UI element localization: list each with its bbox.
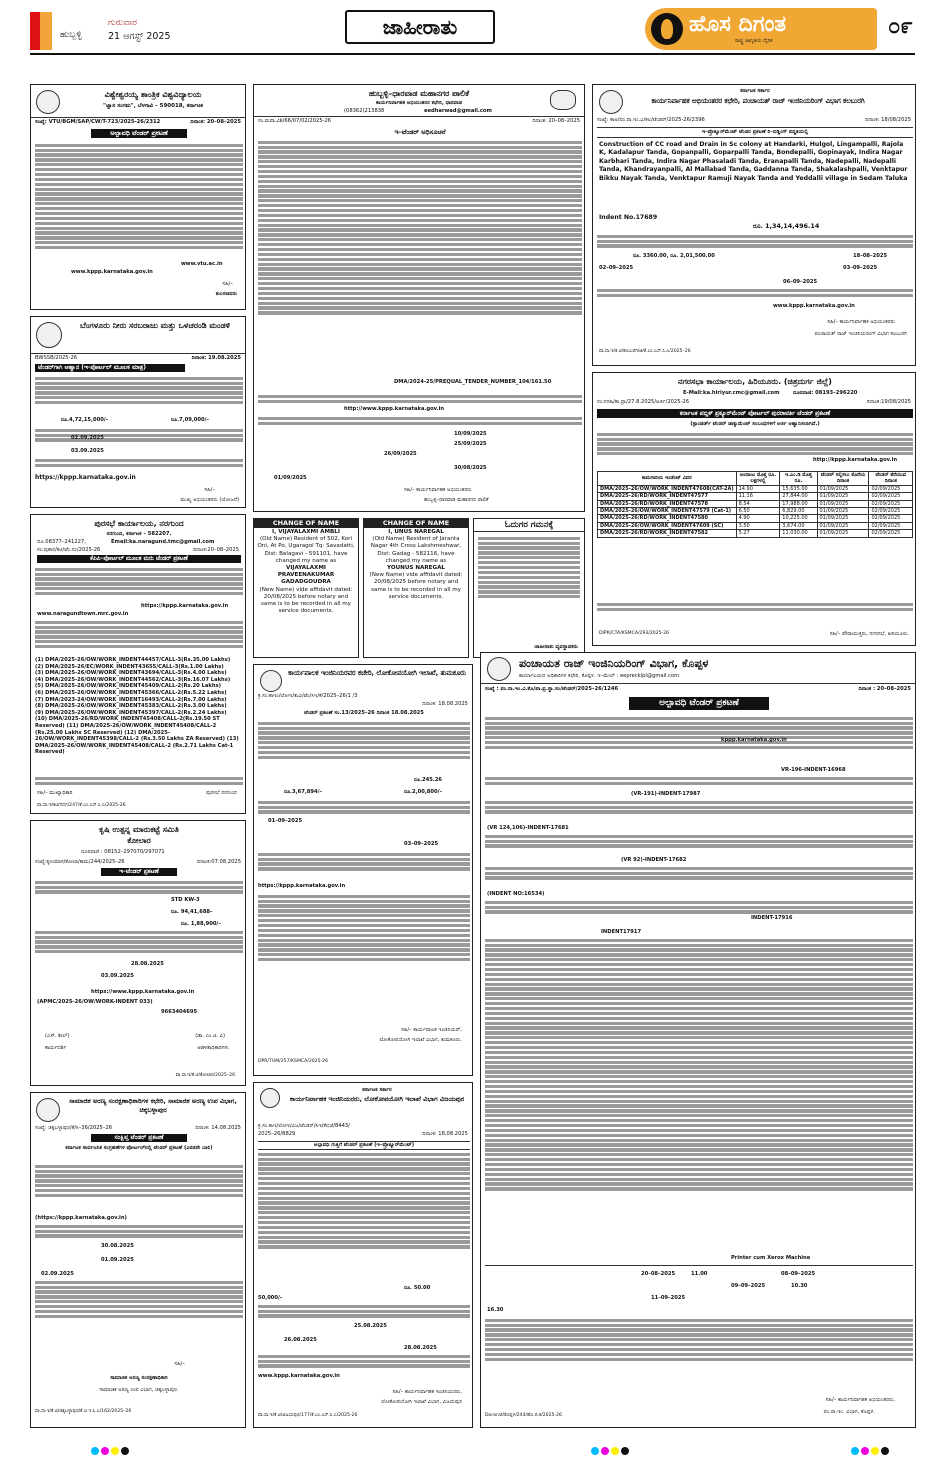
naragund-sign: ಸಹಿ/– ಮುಖ್ಯಾಧಿಕಾರಿ	[37, 790, 73, 796]
list-item: (7) DMA/2023-24/OW/WORK_INDENT16493/CALL-2(Rs.7.00 Lakhs)	[35, 696, 227, 703]
koppal-date1: 20–08–2025	[641, 1271, 676, 1277]
hubli-subtitle: ಕಾರ್ಯನಿರ್ವಾಹಕ ಅಭಿಯಂತರರ ಕಛೇರಿ, ಧಾರವಾಡ	[375, 100, 462, 106]
koppal-printer: Printer cum Xerox Machine	[731, 1255, 811, 1261]
kal-amount: ರೂ. 1,34,14,496.14	[753, 222, 820, 230]
kal-date4: 06–09–2025	[783, 279, 818, 285]
naragund-notice: ಕೆಪಿಪಿ–ಪೋರ್ಟಲ್ ಮೂಲಕ ಮರು ಟೆಂಡರ್ ಪ್ರಕಟಣೆ	[37, 555, 241, 563]
hubli-d5: 01/09/2025	[274, 475, 307, 481]
reader-tail: ಜಾಹೀರಾತು ವ್ಯವಸ್ಥಾಪಕರು	[534, 644, 578, 651]
hiriyur-phone: ದೂರವಾಣಿ: 08193–296220	[793, 390, 858, 396]
bwssb-logo-icon	[36, 322, 62, 348]
koppal-footer: Dorarat/ಕೊಪ್ಪಳ/244/ಹೊ.ದಿ.ಕ/2025-26	[485, 1413, 562, 1418]
tumkur-title: ಕಾರ್ಯಪಾಲಕ ಇಂಜಿನಿಯರವರ ಕಚೇರಿ, ಲೋಕೋಪಯೋಗಿ ಇಲಾಖೆ, ತುಮಕೂರು	[288, 669, 466, 677]
naragund-phone: ದೂ.08377–241227,	[37, 539, 86, 545]
list-item: (5) DMA/2025-26/OW/WORK_INDENT45409/CALL-2(Rs.20 Lakhs)	[35, 683, 222, 690]
registration-marks-center	[590, 1440, 630, 1459]
koppal-work4: (VR 92)-INDENT-17682	[621, 857, 687, 863]
page-number: ೦೯	[888, 14, 913, 39]
registration-marks-right	[850, 1440, 890, 1459]
kolar-ad	[30, 820, 246, 1086]
tumkur-ad	[253, 664, 473, 1076]
vtu-ref-date: ದಿನಾಂಕ: 20–08–2025	[190, 119, 241, 125]
kal-indent: Indent No.17689	[599, 214, 658, 221]
kal-head: ಕರ್ನಾಟಕ ಸರ್ಕಾರ	[740, 88, 770, 94]
reader-notice	[473, 518, 585, 658]
kolar-amount: ರೂ. 94,41,688–	[171, 909, 213, 915]
table-cell: 01/09/2025	[817, 530, 869, 537]
koppal-time2: 10.30	[791, 1283, 808, 1289]
kolar-phone: ದೂರವಾಣಿ : 08152–297070/297071	[81, 849, 165, 855]
bwssb-notice: ಟೆಂಡರ್‌ಗಾಗಿ ಆಹ್ವಾನ (ಇ-ಪೋರ್ಟಲ್ ಮೂಲಕ ಮಾತ್ರ)	[35, 364, 185, 372]
table-cell: DMA/2025-26/RD/WORK_INDENT47580	[598, 515, 737, 522]
table-cell: 14.90	[736, 485, 780, 492]
kolar-date1: 28.08.2025	[131, 961, 164, 967]
koppal-body	[485, 715, 913, 751]
bwssb-date2: 03.09.2025	[71, 448, 104, 454]
tumkur-amount2: ರೂ.3,67,894/–	[284, 789, 323, 795]
koppal-notice: ಅಲ್ಪಾವಧಿ ಟೆಂಡರ್ ಪ್ರಕಟಣೆ	[629, 697, 769, 710]
paper-name: ಹೊಸ ದಿಗಂತ	[689, 12, 787, 37]
kolar-date2: 03.09.2025	[101, 973, 134, 979]
table-cell: 17,988.00	[780, 500, 817, 507]
coc1-heading: CHANGE OF NAME	[254, 519, 358, 528]
hiriyur-email: E-Mail:ka.hiriyur.cmc@gmail.com	[683, 390, 780, 396]
tumkur-footer: DPR/TUM/257/KSMCA/2025-26	[258, 1059, 329, 1064]
state-emblem-icon	[260, 670, 282, 692]
state-emblem-icon	[260, 1088, 280, 1108]
tumkur-ref-date: ದಿನಾಂಕ: 18.08.2025	[422, 701, 468, 707]
kolar-sign1: (ಎಸ್. ಶೀಲ್)	[45, 1033, 70, 1039]
kolar-portal[interactable]: https://www.kppp.karnataka.gov.in	[91, 989, 195, 995]
vij-amount1: ರೂ. 50.00	[404, 1285, 431, 1291]
table-cell: 02/09/2025	[869, 522, 913, 529]
vij-ref-date: ದಿನಾಂಕ: 18.08.2025	[422, 1131, 468, 1137]
vtu-portal[interactable]: www.kppp.karnataka.gov.in	[71, 269, 153, 275]
hiriyur-table	[597, 471, 913, 538]
bwssb-ad	[30, 316, 246, 508]
masthead-date: 21 ಆಗಸ್ಟ್ 2025	[108, 31, 171, 42]
masthead	[0, 0, 945, 56]
kolar-amount2: ರೂ. 1,88,900/–	[181, 921, 221, 927]
hiriyur-subnotice: (ಸ್ಟಾಂಡರ್ಡ್ ಟೆಂಡರ್ ಡಾಕ್ಯುಮೆಂಟ್ ಸಂಬಂಧಗಳಿಗೆ ಅರ್ಜಿ ಆಹ್ವಾನಿಸಲಾಗಿದೆ.)	[690, 421, 820, 427]
vij-footer: ವಾ.ಸಾ.ಇ/ಕೆ.ಟಿ/ವಿಜಯಪುರ/177/ಕೆ.ಎಂ.ಎಸ್.ಸಿ.ಎ/2025-26	[258, 1413, 358, 1418]
vijayapura-ad	[253, 1082, 473, 1428]
kolar-title: ಕೃಷಿ ಉತ್ಪನ್ನ ಮಾರುಕಟ್ಟೆ ಸಮಿತಿ	[99, 825, 179, 834]
vtu-sign: ಸಹಿ/–	[222, 281, 233, 287]
koppal-work3: (VR 124,106)-INDENT-17681	[487, 825, 569, 831]
naragund-signatory: ಪುರಸಭೆ ನರಗುಂದ	[206, 790, 237, 796]
table-row	[598, 515, 913, 522]
koppal-sign: ಸಹಿ/– ಕಾರ್ಯನಿರ್ವಾಹಕ ಅಭಿಯಂತರರು,	[825, 1397, 895, 1403]
table-header: ಇ.ಎಂ.ಡಿ ಮೊತ್ತ ರೂ.	[780, 472, 817, 486]
chik-body	[35, 1163, 243, 1199]
koppal-date4: 11–09–2025	[651, 1295, 686, 1301]
kolar-notice: ಇ–ಟೆಂಡರ್ ಪ್ರಕಟಣೆ	[101, 868, 177, 876]
hubli-ad	[253, 84, 585, 512]
change-of-name-1	[253, 518, 359, 658]
hubli-ref-date: ದಿನಾಂಕ: 20–08–2025	[532, 118, 580, 124]
vij-body	[258, 1151, 470, 1250]
kal-ref-date: ದಿನಾಂಕ: 18/08/2025	[865, 117, 911, 123]
table-cell: 01/09/2025	[817, 522, 869, 529]
bwssb-portal[interactable]: https://kppp.karnataka.gov.in	[35, 474, 136, 481]
hubli-signatory: ಹುಬ್ಬಳ್ಳಿ–ಧಾರವಾಡ ಮಹಾನಗರ ಪಾಲಿಕೆ	[424, 497, 489, 503]
table-cell: 3.50	[736, 522, 780, 529]
hubli-d2: 25/09/2025	[454, 441, 487, 447]
kolar-role2: ಆಡಳಿತಾಧಿಕಾರಿಗಳು	[197, 1045, 229, 1051]
vij-signatory: ಲೋಕೋಪಯೋಗಿ ಇಲಾಖೆ ವಿಭಾಗ, ವಿಜಯಪುರ	[381, 1399, 462, 1405]
table-cell: 02/09/2025	[869, 508, 913, 515]
table-header: ಟೆಂಡರ್ ತೆರೆಯುವ ದಿನಾಂಕ	[869, 472, 913, 486]
chik-title: ಸಾಮಾಜಿಕ ಅರಣ್ಯ ಸಂರಕ್ಷಣಾಧಿಕಾರಿಗಳ ಕಛೇರಿ, ಸಾಮಾಜಿಕ ಅರಣ್ಯ ಉಪ ವಿಭಾಗ, ಚಿಕ್ಕಬಳ್ಳಾಪುರ	[69, 1097, 237, 1114]
naragund-footer: ವಾ.ಸಾ.ಇ/ಕಟಿ/ಗದಗ/247/ಕೆ.ಎಂ.ಎಸ್.ಸಿ.ಎ/2025-26	[37, 803, 126, 808]
koppal-work6: INDENT-17916	[751, 915, 793, 921]
tumkur-date1: 01–09–2025	[268, 818, 303, 824]
vtu-ad	[30, 84, 246, 310]
list-item: (3) DMA/2025-26/OW/WORK_INDENT43694/CALL-3(Rs.4.00 Lakhs)	[35, 670, 227, 677]
koppal-signatory: ಪಂ.ರಾ.ಇಂ. ವಿಭಾಗ, ಕೊಪ್ಪಳ.	[823, 1409, 875, 1415]
vtu-title: ವಿಶ್ವೇಶ್ವರಯ್ಯ ತಾಂತ್ರಿಕ ವಿಶ್ವವಿದ್ಯಾಲಯ	[104, 90, 202, 99]
reader-heading: ಓದುಗರ ಗಮನಕ್ಕೆ	[474, 519, 584, 532]
hubli-d4: 30/08/2025	[454, 465, 487, 471]
vtu-subtitle: "ಜ್ಞಾನ ಸಂಗಮ", ಬೆಳಗಾವಿ – 590018, ಕರ್ನಾಟಕ	[102, 103, 204, 109]
table-row	[598, 530, 913, 537]
koppal-subtitle: ಕಾರ್ಯಾಲಯದ ಅಧಿಕಾರಿಗಳ ಕಛೇರಿ, ಕೊಪ್ಪಳ. ಇ–ಮೇಲ್ : eeprecklpl@gmail.com	[519, 673, 680, 679]
table-cell: 27,844.00	[780, 493, 817, 500]
paper-tagline: ರಾಷ್ಟ್ರ ಜಾಗೃತಿಯ ದೈನಿಕ	[735, 38, 773, 44]
naragund-email: Email:ka.naragund.tmc@gmail.com	[111, 539, 215, 545]
kolar-sign2: (ಡಾ. ಎಂ.ಟಿ. ವಿ)	[195, 1033, 225, 1039]
chikkaballapur-ad	[30, 1092, 246, 1428]
hubli-portal[interactable]: http://www.kppp.karnataka.gov.in	[344, 406, 445, 412]
state-emblem-icon	[487, 657, 511, 681]
tumkur-date2: 03–09–2025	[404, 841, 439, 847]
chik-portal[interactable]: (https://kppp.karnataka.gov.in)	[35, 1215, 127, 1221]
list-item: (9) DMA/2025-26/OW/WORK_INDENT45397/CALL-2(Rs.2.24 Lakhs)	[35, 709, 227, 716]
bwssb-ref-date: ದಿನಾಂಕ: 19.08.2025	[191, 355, 241, 361]
vij-ref2: 2025–26/8829	[258, 1131, 296, 1137]
kolar-ref: ಸಂಖ್ಯೆ:ಕೃಉಮಾಸ/ಕೋಲಾ/ಕಾಮ/244/2025–26	[35, 859, 125, 865]
chik-ref-date: ದಿನಾಂಕ: 14.08.2025	[195, 1125, 241, 1131]
naragund-site[interactable]: www.naragundtown.mrc.gov.in	[37, 611, 129, 617]
hiriyur-portal[interactable]: http://kppp.karnataka.gov.in	[813, 457, 898, 463]
kolar-body	[35, 879, 243, 895]
hubli-phone: (08362)213838	[344, 108, 385, 114]
table-cell: 01/09/2025	[817, 493, 869, 500]
chik-date2: 01.09.2025	[101, 1257, 134, 1263]
coc2-line3: (New Name) vide affidavit dated: 20/08/2025 before notary and same is to be recorded in all my service documents.	[369, 572, 463, 600]
table-cell: 6,829.00	[780, 508, 817, 515]
vij-date2: 26.08.2025	[284, 1337, 317, 1343]
table-row	[598, 493, 913, 500]
section-title	[345, 10, 495, 44]
kal-footer: ವಾ.ಸಾ.ಇ/ಕ.ಟಿ/ಕಲಬುರಗಿ/ಜಿ/ಕೆ.ಎಂ.ಎಸ್.ಸಿ.ಎ/2025–26	[599, 349, 691, 354]
list-item: (6) DMA/2025-26/OW/WORK_INDENT45366/CALL-2(Rs.5.22 Lakhs)	[35, 689, 227, 696]
table-cell: 02/09/2025	[869, 500, 913, 507]
list-item: (8) DMA/2025-26/OW/WORK_INDENT45383/CALL-2(Rs.3.00 Lakhs)	[35, 703, 227, 710]
list-item: (2) DMA/2025-26/EC/WORK_INDENT43655/CALL-3(Rs.1.00 Lakhs)	[35, 663, 224, 670]
chik-sign: ಸಹಿ/–	[174, 1361, 185, 1367]
vij-title: ಕಾರ್ಯನಿರ್ವಾಹಕ ಇಂಜಿನಿಯರರು, ಲೋಕೋಪಯೋಗಿ ಇಲಾಖೆ ವಿಭಾಗ ವಿಜಯಪುರ	[289, 1095, 465, 1103]
tumkur-portal[interactable]: https://kppp.karnataka.gov.in	[258, 883, 346, 889]
koppal-date3: 09–09–2025	[731, 1283, 766, 1289]
naragund-portal[interactable]: https://kppp.karnataka.gov.in	[141, 603, 229, 609]
table-cell: DMA/2025-26/RD/WORK_INDENT47577	[598, 493, 737, 500]
forest-emblem-icon	[36, 1098, 60, 1122]
koppal-work1: VR-196-INDENT-16968	[781, 767, 846, 773]
koppal-time1: 11.00	[691, 1271, 708, 1277]
bwssb-amount1: ರೂ.4,72,15,000/–	[61, 417, 109, 423]
table-cell: 3,674.00	[780, 522, 817, 529]
koppal-work7: INDENT17917	[601, 929, 642, 935]
kal-portal[interactable]: www.kppp.karnataka.gov.in	[773, 303, 855, 309]
hiriyur-ref-date: ದಿನಾಂಕ:19/08/2025	[866, 399, 911, 405]
section-title-text: ಜಾಹೀರಾತು	[382, 15, 458, 39]
change-of-name-2	[363, 518, 469, 658]
tumkur-ref: ಕ್ರ.ಸಂ:ಕಾಇಂ/ಲೋಇ/ತುವಿ/ಟೆಂ/ಸಿಇ/ಕೆ/2025–26/1 /3	[258, 693, 358, 699]
table-cell: 01/09/2025	[817, 485, 869, 492]
kal-date3: 03–09–2025	[843, 265, 878, 271]
table-cell: 11.16	[736, 493, 780, 500]
masthead-day: ಗುರುವಾರ	[108, 18, 138, 28]
naragund-body	[35, 566, 243, 597]
tumkur-amount1: ರೂ.245.26	[414, 777, 443, 783]
bwssb-title: ಬೆಂಗಳೂರು ನೀರು ಸರಬರಾಜು ಮತ್ತು ಒಳಚರಂಡಿ ಮಂಡಳಿ	[80, 321, 230, 330]
bwssb-signatory: ಮುಖ್ಯ ಅಭಿಯಂತರರು (ಯೋಜನೆ)	[180, 497, 239, 503]
hubli-tender-no: DMA/2024-25/PREQUAL_TENDER_NUMBER_104/161.50	[394, 379, 552, 385]
naragund-ref-date: ದಿನಾಂಕ:20–08–2025	[192, 547, 239, 553]
kolar-work-id: STD KW-3	[171, 897, 200, 903]
flame-icon	[651, 13, 683, 45]
coc2-new-name: YOUNUS NAREGAL	[387, 565, 445, 572]
naragund-subtitle: ನರಗುಂದ, ಕರ್ನಾಟಕ – 582207.	[106, 531, 172, 537]
chik-date1: 30.08.2025	[101, 1243, 134, 1249]
university-seal-icon	[36, 90, 60, 114]
table-cell: 01/09/2025	[817, 515, 869, 522]
table-header: ಕಾಮಗಾರಿಯ ಇಂಡೆಂಟ್ ವಿವರ	[598, 472, 737, 486]
list-item: (10) DMA/2025-26/RD/WORK_INDENT45408/CALL-2(Rs.19.50 ST Reserved) (11) DMA/2025-26/OW/WORK_INDENT45408/CALL-2 (Rs.25.00 Lakhs SC Reserved) (12) DMA/2025-26/OW/WORK_INDENT45398/CALL-2 (Rs.3.50 Lakhs ZA Reserved) (13) DMA/2025-26/OW/WORK_INDENT45408/CALL-2 (Rs.2.71 Lakhs Cat-1 Reserved)	[35, 716, 239, 756]
kal-date2: 02–09–2025	[599, 265, 634, 271]
table-row	[598, 485, 913, 492]
kolar-role1: ಕಾರ್ಯದರ್ಶಿ	[45, 1045, 67, 1051]
kal-ref: ಸಂಖ್ಯೆ: ಕಾಅ/ಪಂ.ರಾ.ಇಂ.ವಿ/ಕಲ/ಟೆಂಡರ್/2025-26/2396	[597, 117, 705, 123]
hiriyur-ad	[592, 372, 916, 646]
hubli-sign: ಸಹಿ/– ಕಾರ್ಯನಿರ್ವಾಹಕ ಅಭಿಯಂತರರು	[404, 487, 472, 493]
tumkur-signatory: ಲೋಕೋಪಯೋಗಿ ಇಲಾಖೆ ವಿಭಾಗ, ತುಮಕೂರು.	[379, 1037, 462, 1043]
chik-signatory: ಸಾಮಾಜಿಕ ಅರಣ್ಯ ಉಪ ವಿಭಾಗ, ಚಿಕ್ಕಬಳ್ಳಾಪುರ.	[99, 1387, 179, 1393]
bwssb-ref: BWSSB/2025-26	[35, 355, 78, 361]
table-header: ಅಂದಾಜು ಮೊತ್ತ ರೂ. ಲಕ್ಷಗಳಲ್ಲಿ	[736, 472, 780, 486]
table-cell: 02/09/2025	[869, 515, 913, 522]
chik-subnotice: ಕರ್ನಾಟಕ ಸಾರ್ವಜನಿಕ ಸಂಗ್ರಹಣೆಗಳ ಪೋರ್ಟಲ್‌ನಲ್ಲಿ ಟೆಂಡರ್ ಪ್ರಕಟಣೆ (ಎರಡನೇ ಬಾರಿ)	[65, 1145, 213, 1151]
paper-logo	[645, 8, 877, 50]
table-row	[598, 500, 913, 507]
vij-head: ಕರ್ನಾಟಕ ಸರ್ಕಾರ	[362, 1087, 392, 1093]
kolar-place: ಕೋಲಾರ	[127, 836, 151, 845]
coc2-line2: (Old Name) Resident of Jaranta Nagar 4th Cross Lakshmeshwar, Dist: Gadag - 582116, have changed my name as	[370, 536, 462, 564]
table-cell: 11,030.00	[780, 530, 817, 537]
table-cell: 10,225.00	[780, 515, 817, 522]
chik-date3: 02.09.2025	[41, 1271, 74, 1277]
koppal-ref: ಸಂಖ್ಯೆ : ಪಂ.ರಾ.ಇಂ.ವಿ.ಕೊ/ಪಾ.ಪ್ರ.ಸ್ಥಾ.ಸಂ/ಟೆಂಡರ್/2025–26/1246	[485, 686, 619, 692]
hubli-title: ಹುಬ್ಬಳ್ಳಿ–ಧಾರವಾಡ ಮಹಾನಗರ ಪಾಲಿಕೆ	[368, 89, 470, 98]
list-item: (4) DMA/2025-26/OW/WORK_INDENT44562/CALL-3(Rs.16.07 Lakhs)	[35, 676, 231, 683]
chik-footer: ವಾ.ಸಾ.ಇ/ಕೆ.ಟಿ/ಚಿಕ್ಕಬಳ್ಳಾಪುರ/ಕೆ.ಟಿ.ಇ.ಸಿ.ಎ/162/2025–26	[35, 1409, 132, 1414]
table-cell: 15,635.00	[780, 485, 817, 492]
vij-ref: ಕ್ರ.ಸಂ.ಕಾಇ/ಲೋಇ/ವಿಜ/ಟೆಂಡರ್/ಸಿಇ/ಕೆಬಿಜೆ/8443/	[258, 1123, 350, 1129]
koppal-work5: (INDENT NO:16534)	[487, 891, 545, 897]
coc2-heading: CHANGE OF NAME	[364, 519, 468, 528]
hubli-body	[258, 139, 582, 316]
table-cell: DMA/2025-26/OW/WORK_INDENT47608(CAT-2A)	[598, 485, 737, 492]
koppal-work2: (VR-191)-INDENT-17987	[631, 791, 701, 797]
vij-notice: ಅಲ್ಪಾವಧಿ ಗುತ್ತಿಗೆ ಟೆಂಡರ್ ಪ್ರಕಟಣೆ (ಇ–ಪ್ರೊಕ್ಯೂರ್‌ಮೆಂಟ್)	[258, 1141, 470, 1150]
hubli-ref: ಸಂ.ಮಪಾ.ವಿಶಿ/66/07/02/2025-26	[258, 118, 332, 124]
kolar-ref-date: ದಿನಾಂಕ:07.08.2025	[196, 859, 241, 865]
tumkur-sign: ಸಹಿ/– ಕಾರ್ಯಪಾಲಕ ಇಂಜಿನಿಯರ್,	[401, 1027, 462, 1033]
hiriyur-footer: DIPR/CTA/KSMCA/293/2025-26	[599, 631, 670, 636]
table-cell: DMA/2025-26/RD/WORK_INDENT47582	[598, 530, 737, 537]
table-cell: DMA/2025-26/RD/WORK_INDENT47578	[598, 500, 737, 507]
kal-sign: ಸಹಿ/– ಕಾರ್ಯನಿರ್ವಾಹಕ ಅಭಿಯಂತರರು	[827, 319, 895, 325]
hiriyur-ref: ನಂ:ನಸಹಿ/ಕಾ.ಪ್ರಾ/27.8.2025/ಅರ್ಜಿ/2025-26	[597, 399, 689, 405]
table-row	[598, 522, 913, 529]
table-cell: 8.54	[736, 500, 780, 507]
table-cell: 02/09/2025	[869, 493, 913, 500]
bwssb-date1: 02.09.2025	[71, 435, 104, 441]
hiriyur-sign: ಸಹಿ/– ಪೌರಾಯುಕ್ತರು, ನಗರಸಭೆ, ಹಿರಿಯೂರು.	[829, 631, 909, 637]
naragund-list	[35, 657, 243, 756]
naragund-ad	[30, 514, 246, 814]
naragund-ref: ಸಂ:ಪುಕಾನ/ಕಟಿ/ಟೆಂ.ಸಂ/2025-26	[37, 547, 101, 553]
tumkur-notice: ಟೆಂಡರ್ ಪ್ರಕಟಣೆ ಸಂ.13/2025–26 ದಿನಾಂಕ 18.08.2025	[304, 710, 424, 716]
table-cell: DMA/2025-26/OW/WORK_INDENT47579 (Cat-1)	[598, 508, 737, 515]
table-cell: 02/09/2025	[869, 485, 913, 492]
table-row	[598, 508, 913, 515]
kal-signatory: ಪಂಚಾಯತ್ ರಾಜ್ ಇಂಜಿನಿಯರಿಂಗ್ ವಿಭಾಗ ಕಲಬುರಗಿ	[814, 331, 907, 337]
bwssb-amount2: ರೂ.7,09,000/–	[171, 417, 210, 423]
vtu-signatory: ಕುಲಸಚಿವರು	[215, 291, 237, 297]
kolar-indent: (APMC/2025-26/OW/WORK-INDENT 033)	[37, 999, 153, 1005]
corporation-logo-icon	[550, 90, 576, 110]
naragund-title: ಪುರಸಭೆ ಕಾರ್ಯಾಲಯ, ನರಗುಂದ	[94, 519, 184, 528]
coc1-line3: (New Name) vide affidavit dated: 20/08/2025 before notary and same is to be recorded in all my service documents.	[259, 586, 353, 615]
table-cell: 5.27	[736, 530, 780, 537]
kalaburagi-ad	[592, 84, 916, 366]
koppal-ref-date: ದಿನಾಂಕ : 20–08–2025	[858, 686, 911, 692]
hiriyur-title: ನಗರಸಭಾ ಕಾರ್ಯಾಲಯ, ಹಿರಿಯೂರು. (ಚಿತ್ರದುರ್ಗ ಜಿಲ್ಲೆ)	[678, 377, 832, 386]
kal-work: Construction of CC road and Drain in Sc colony at Handarki, Hulgol, Lingampalli, Rajola K, Kadalapur Tanda, Gopanpalli, Goparpalli Tanda, Bondepalli, Gopinayak, Indira Nagar Karbhari Tanda, Indira Nagar Phasaladi Tanda, Eranapalli Tanda, Nadepalli, Nadepalli Tanda, Khandrayanpalli, Al Mallabad Tanda, Gaddanna Tanda, Shakalashpalli, Venktapur Bikku Nayak Tanda, Venktapur Ramuji Nayak Tanda and Yeddalli village in Sedam Taluka	[599, 141, 908, 182]
kal-title: ಕಾರ್ಯನಿರ್ವಾಹಕ ಅಭಿಯಂತರರ ಕಛೇರಿ, ಪಂಚಾಯತ್ ರಾಜ್ ಇಂಜಿನಿಯರಿಂಗ್ ವಿಭಾಗ ಕಲಬುರಗಿ	[651, 97, 865, 105]
tumkur-amount3: ರೂ.2,00,800/–	[404, 789, 443, 795]
hiriyur-notice: ಕರ್ನಾಟಕ ಪಬ್ಲಿಕ್ ಪ್ರಕ್ಯೂರ್‌ಮೆಂಟ್ ಪೋರ್ಟಲ್ ಪುನರಾವರ್ತಿ ಟೆಂಡರ್ ಪ್ರಕಟಣೆ	[597, 409, 913, 418]
koppal-title: ಪಂಚಾಯತ ರಾಜ್ ಇಂಜಿನಿಯರಿಂಗ್ ವಿಭಾಗ, ಕೊಪ್ಪಳ	[519, 657, 709, 670]
masthead-city: ಹುಬ್ಬಳ್ಳಿ	[60, 30, 82, 40]
coc1-line1: I, VIJAYALAXMI AMBLI	[272, 529, 340, 535]
chik-ref: ಸಂಖ್ಯೆ: ಚಿಕ್ಕಬಳ್ಳಾಪುರ/ಕೆ/ಸಿ–36/2025–26	[35, 1125, 113, 1131]
koppal-date2: 08–09–2025	[781, 1271, 816, 1277]
koppal-time3: 16.30	[487, 1307, 504, 1313]
hubli-notice: ಇ–ಟೆಂಡರ್ ಅಧಿಸೂಚನೆ	[394, 128, 446, 136]
table-cell: DMA/2025-26/OW/WORK_INDENT47609 (SC)	[598, 522, 737, 529]
chik-role: ಸಾಮಾಜಿಕ ಅರಣ್ಯ ಸಂರಕ್ಷಣಾಧಿಕಾರಿ	[110, 1375, 168, 1381]
vtu-body	[35, 142, 243, 251]
koppal-ad	[480, 652, 916, 1428]
table-cell: 01/09/2025	[817, 500, 869, 507]
table-cell: 02/09/2025	[869, 530, 913, 537]
tumkur-body	[258, 720, 470, 761]
coc1-new-name: VIJAYALAXMI PRAVEENAKUMAR GADADGOUDRA	[277, 565, 335, 586]
kal-notice: ಇ–ಪ್ರೊಕ್ಯೂರ್‌ಮೆಂಟ್ ಟೆಂಡರ ಪ್ರಕಟಣೆ ರಿ–ಬಿಡ್ಡಿಂಗ್ ಪದ್ಧತಿಯಲ್ಲಿ	[597, 127, 913, 138]
vtu-ref: ಸಂಖ್ಯೆ: VTU/BGM/SAP/CW/T-723/2025-26/2312	[35, 119, 161, 125]
kal-emd: ರೂ. 3360.00, ರೂ. 2,01,500.00	[633, 253, 715, 259]
list-item: (1) DMA/2025-26/OW/WORK_INDENT44457/CALL-3(Rs.35.00 Lakhs)	[35, 657, 231, 663]
kal-date1: 18–08–2025	[853, 253, 888, 259]
hubli-d1: 10/09/2025	[454, 431, 487, 437]
vtu-notice: ಅಲ್ಪಾವಧಿ ಟೆಂಡರ್ ಪ್ರಕಟಣೆ	[91, 129, 187, 138]
table-cell: 4.90	[736, 515, 780, 522]
hubli-d3: 26/09/2025	[384, 451, 417, 457]
vij-sign: ಸಹಿ/– ಕಾರ್ಯನಿರ್ವಾಹಕ ಇಂಜಿನಿಯರರು,	[392, 1389, 462, 1395]
hubli-email: eedharwad@gmail.com	[424, 108, 492, 114]
table-cell: 01/09/2025	[817, 508, 869, 515]
vij-portal[interactable]: www.kppp.karnataka.gov.in	[258, 1373, 340, 1379]
registration-marks-left	[90, 1440, 130, 1459]
kolar-footer: ವಾ.ಸಾ.ಇ/ಕೆ.ಟಿ/ಕೋಲಾರ/2025–26	[175, 1073, 235, 1078]
hiriyur-body	[597, 431, 913, 457]
coc1-line2: (Old Name) Resident of 502, Kori Oni, At Po, Ugaragol Tq: Savadatti, Dist: Belagavi - 591101, have changed my name as	[257, 536, 355, 564]
table-cell: 6.50	[736, 508, 780, 515]
koppal-portal[interactable]: kppp.karnataka.gov.in	[721, 737, 787, 743]
vij-amount2: 50,000/–	[258, 1295, 283, 1301]
table-header: ಟೆಂಡರ್ ಸಲ್ಲಿಸಲು ಕೊನೆಯ ದಿನಾಂಕ	[817, 472, 869, 486]
kolar-phone2: 9663404695	[161, 1009, 198, 1015]
bwssb-body	[35, 375, 243, 406]
chik-notice: ಸಂಕ್ಷಿಪ್ತ ಟೆಂಡರ್ ಪ್ರಕಟಣೆ	[91, 1134, 187, 1142]
coc2-line1: I, UNUS NAREGAL	[388, 529, 444, 535]
vtu-website[interactable]: www.vtu.ac.in	[181, 261, 223, 267]
vij-date1: 25.08.2025	[354, 1323, 387, 1329]
vij-date3: 28.08.2025	[404, 1345, 437, 1351]
bwssb-sign: ಸಹಿ/–	[204, 487, 215, 493]
